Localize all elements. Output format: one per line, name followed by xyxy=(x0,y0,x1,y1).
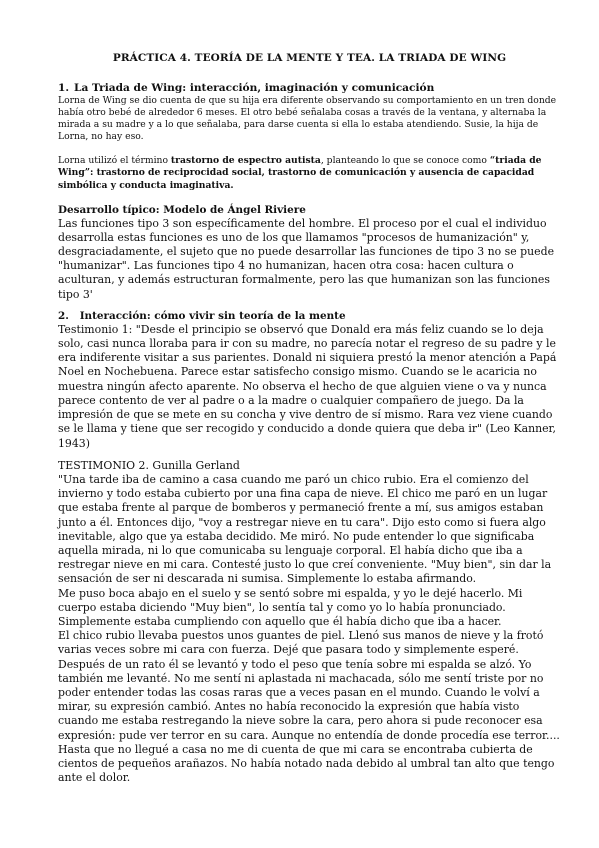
section-2-heading: 2. Interacción: cómo vivir sin teoría de la mente xyxy=(58,309,346,322)
section-1-title-text: La Triada de Wing: interacción, imaginación y comunicación xyxy=(74,82,435,94)
section-1-paragraph: Lorna de Wing se dio cuenta de que su hija era diferente observando su comportamiento en un tren donde había otro bebé de alrededor 6 meses. El otro bebé señalaba cosas a través de la ventana, y alternaba la mirada a su madre y a lo que señalaba, para darse cuenta si ella lo estaba atendiendo. Susie, la hija de Lorna, no hay eso. xyxy=(58,95,557,143)
section-1-paragraph-2 xyxy=(58,155,561,191)
testimonio-2-paragraph-1: "Una tarde iba de camino a casa cuando me paró un chico rubio. Era el comienzo del invierno y todo estaba cubierto por una fina capa de nieve. El chico me paró en un lugar que estaba frente al parque de bomberos y permaneció frente a mí, sus amigos estaban junto a él. Entonces dijo, "voy a restregar nieve en tu cara". Dijo esto como si fuera algo inevitable, algo que ya estaba decidido. Me miró. No pude entender lo que significaba aquella mirada, ni lo que comunicaba su lenguaje corporal. El había dicho que iba a restregar nieve en mi cara. Contesté justo lo que creí conveniente. "Muy bien", sin dar la sensación de ser ni descarada ni sumisa. Simplemente lo estaba afirmando. xyxy=(58,472,552,586)
p2-bold-term: trastorno de espectro autista xyxy=(170,155,321,167)
document-title: PRÁCTICA 4. TEORÍA DE LA MENTE Y TEA. LA TRIADA DE WING xyxy=(112,52,507,64)
testimonio-2-paragraph-2: Me puso boca abajo en el suelo y se sentó sobre mi espalda, y yo le dejé hacerlo. Mi cuerpo estaba diciendo "Muy bien", lo sentía tal y como yo lo había pronunciado. Simplemente estaba cumpliendo con aquello que él había dicho que iba a hacer. xyxy=(58,586,523,628)
p2-bold-triad: “triada de Wing”: trastorno de reciprocidad social, trastorno de comunicación y ausencia de capacidad simbólica y conducta imaginativa. xyxy=(58,155,542,191)
testimonio-2-heading: TESTIMONIO 2. Gunilla Gerland xyxy=(58,458,240,472)
testimonio-2-paragraph-4: Hasta que no llegué a casa no me di cuenta de que mi cara se encontraba cubierta de cientos de pequeños arañazos. No había notado nada debido al umbral tan alto que tengo ante el dolor. xyxy=(58,742,555,785)
p2-text-a: Lorna utilizó el término xyxy=(58,155,171,167)
riviere-heading: Desarrollo típico: Modelo de Ángel Riviere xyxy=(58,203,306,216)
testimonio-2-paragraph-3: El chico rubio llevaba puestos unos guantes de piel. Llenó sus manos de nieve y la frotó varias veces sobre mi cara con fuerza. Dejé que pasara todo y simplemente esperé. Después de un rato él se levantó y todo el peso que tenía sobre mi espalda se alzó. Yo también me levanté. No me sentí ni aplastada ni machacada, sólo me sentí triste por no poder entender todas las cosas raras que a veces pasan en el mundo. Cuando le volví a mirar, su expresión cambió. Antes no había reconocido la expresión que había visto cuando me estaba restregando la nieve sobre la cara, pero ahora si pude reconocer esa expresión: pude ver terror en su cara. Aunque no entendía de donde procedía ese terror.... xyxy=(58,629,560,742)
section-1-number: 1. xyxy=(58,82,70,94)
section-1-title xyxy=(58,82,561,94)
testimonio-1-paragraph: Testimonio 1: "Desde el principio se observó que Donald era más feliz cuando se lo deja solo, casi nunca lloraba para ir con su madre, no parecía notar el regreso de su padre y le era indiferente visitar a sus parientes. Donald ni siquiera prestó la menor atención a Papá Noel en Nochebuena. Parece estar satisfecho consigo mismo. Cuando se le acaricia no muestra ningún afecto aparente. No observa el hecho de que alguien viene o va y nunca parece contento de ver al padre o a la madre o cualquier compañero de juego. Da la impresión de que se mete en su concha y vive dentro de sí mismo. Rara vez viene cuando se le llama y tiene que ser recogido y conducido a donde quiera que deba ir" (Leo Kanner, 1943) xyxy=(58,322,557,450)
riviere-paragraph: Las funciones tipo 3 son específicamente del hombre. El proceso por el cual el individuo desarrolla estas funciones es uno de los que llamamos "procesos de humanización" y, desgraciadamente, el sujeto que no puede desarrollar las funciones de tipo 3 no se puede "humanizar". Las funciones tipo 4 no humanizan, hacen otra cosa: hacen cultura o aculturan, y además estructuran formalmente, pero las que humanizan son las funciones tipo 3' xyxy=(58,216,555,301)
p2-text-b: , planteando lo que se conoce como xyxy=(320,155,490,167)
